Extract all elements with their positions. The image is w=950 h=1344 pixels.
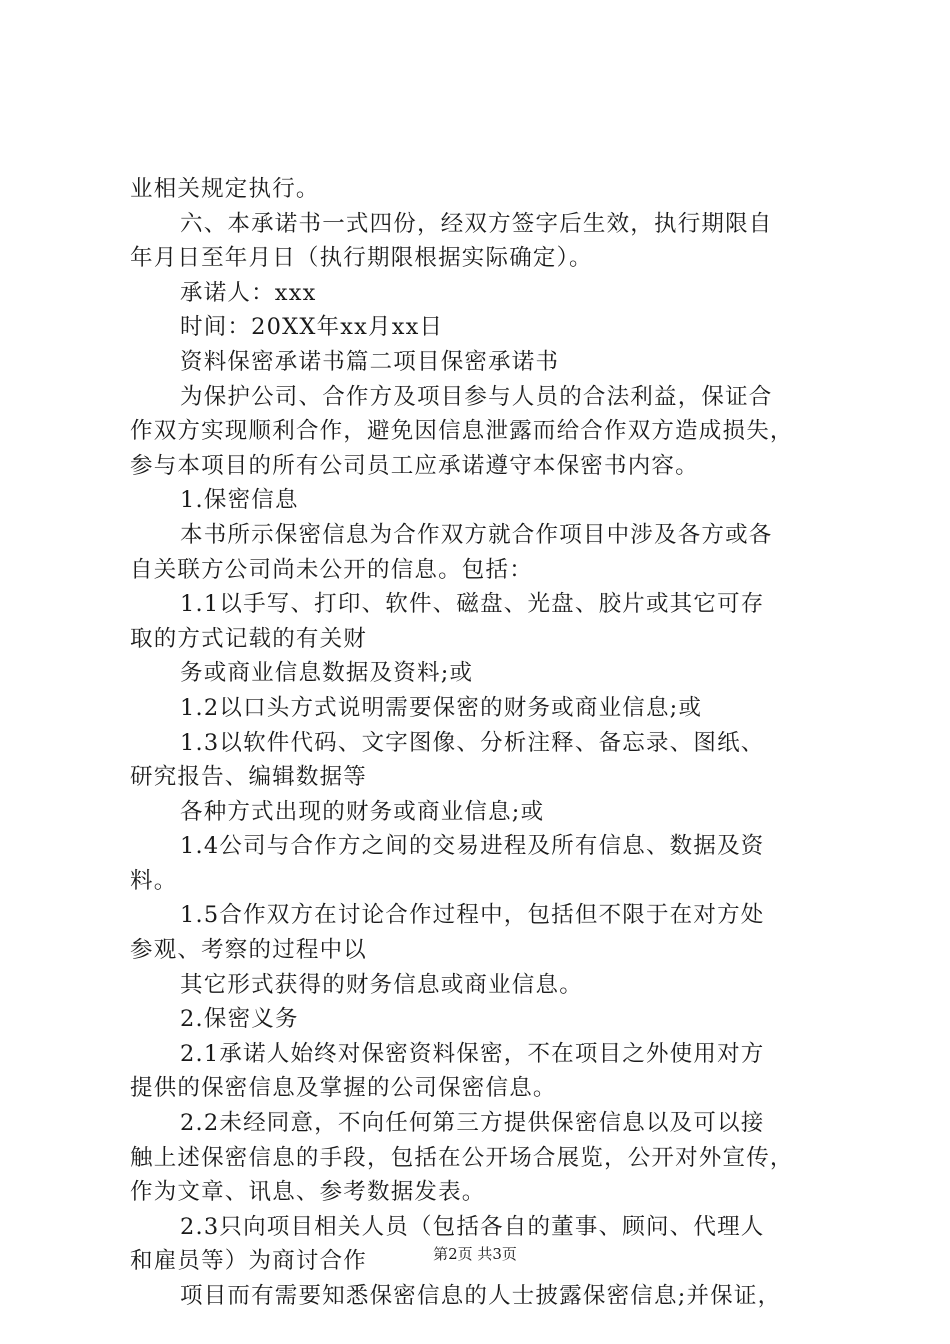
text-line: 1.2以口头方式说明需要保密的财务或商业信息;或 [180, 694, 703, 721]
text-line: 承诺人：xxx [180, 279, 317, 306]
text-line: 1.1以手写、打印、软件、磁盘、光盘、胶片或其它可存 [180, 591, 765, 618]
text-line: 本书所示保密信息为合作双方就合作项目中涉及各方或各 [180, 521, 773, 548]
document-body [130, 172, 835, 1314]
text-line: 1.3以软件代码、文字图像、分析注释、备忘录、图纸、 [180, 729, 765, 756]
text-line: 业相关规定执行。 [130, 176, 320, 202]
text-line: 研究报告、编辑数据等 [130, 764, 368, 791]
text-line: 项目而有需要知悉保密信息的人士披露保密信息;并保证， [180, 1283, 782, 1309]
text-line: 务或商业信息数据及资料;或 [180, 660, 474, 687]
text-line: 和雇员等）为商讨合作 [130, 1248, 368, 1275]
text-line: 1.保密信息 [180, 487, 299, 514]
text-line: 六、本承诺书一式四份，经双方签字后生效，执行期限自 [180, 210, 773, 237]
text-line: 参观、考察的过程中以 [130, 937, 368, 964]
text-line: 作双方实现顺利合作，避免因信息泄露而给合作双方造成损失， [130, 418, 794, 445]
text-line: 资料保密承诺书篇二项目保密承诺书 [180, 348, 560, 375]
text-line: 提供的保密信息及掌握的公司保密信息。 [130, 1075, 557, 1102]
text-line: 时间：20XX年xx月xx日 [180, 314, 444, 341]
text-line: 作为文章、讯息、参考数据发表。 [130, 1179, 486, 1206]
text-line: 年月日至年月日（执行期限根据实际确定）。 [130, 245, 593, 272]
text-line: 触上述保密信息的手段，包括在公开场合展览，公开对外宣传， [130, 1144, 794, 1171]
text-line: 其它形式获得的财务信息或商业信息。 [180, 971, 583, 998]
text-line: 2.2未经同意，不向任何第三方提供保密信息以及可以接 [180, 1110, 765, 1137]
text-line: 取的方式记载的有关财 [130, 625, 368, 652]
text-line: 1.5合作双方在讨论合作过程中，包括但不限于在对方处 [180, 902, 765, 929]
text-line: 为保护公司、合作方及项目参与人员的合法利益，保证合 [180, 383, 773, 410]
page-footer: 第2页 共3页 [433, 1245, 517, 1263]
text-line: 2.3只向项目相关人员（包括各自的董事、顾问、代理人 [180, 1213, 765, 1240]
text-line: 各种方式出现的财务或商业信息;或 [180, 798, 545, 825]
text-line: 料。 [130, 867, 178, 894]
text-line: 1.4公司与合作方之间的交易进程及所有信息、数据及资 [180, 833, 765, 860]
text-line: 自关联方公司尚未公开的信息。包括： [130, 556, 533, 583]
text-line: 2.保密义务 [180, 1006, 299, 1033]
text-line: 2.1承诺人始终对保密资料保密，不在项目之外使用对方 [180, 1040, 765, 1067]
text-line: 参与本项目的所有公司员工应承诺遵守本保密书内容。 [130, 452, 699, 479]
